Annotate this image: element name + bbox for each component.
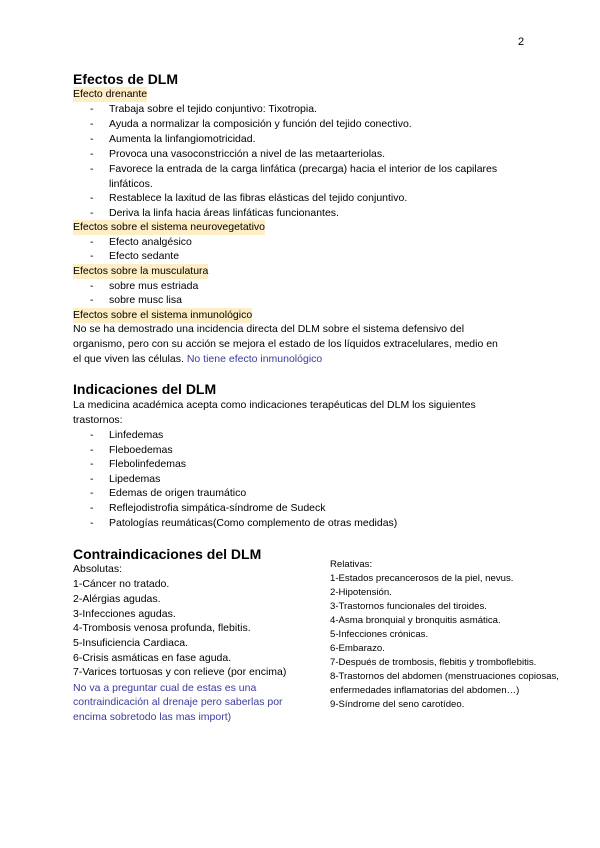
relativas-label: Relativas: — [330, 559, 373, 570]
list-item: 7-Después de trombosis, flebitis y tromboflebitis. — [330, 657, 537, 668]
list-item: 7-Varices tortuosas y con relieve (por encima) — [73, 666, 287, 678]
list-item: 8-Trastornos del abdomen (menstruaciones copiosas, — [330, 671, 559, 682]
musculatura-label: Efectos sobre la musculatura — [73, 265, 209, 277]
paragraph-line: trastornos: — [73, 414, 123, 426]
list-item: 1-Cáncer no tratado. — [73, 578, 170, 590]
efectos-title: Efectos de DLM — [73, 71, 179, 87]
note-line: contraindicación al drenaje pero saberlas por — [73, 696, 283, 708]
neurovegetativo-label: Efectos sobre el sistema neurovegetativo — [73, 221, 266, 233]
list-item: 4-Trombosis venosa profunda, flebitis. — [73, 622, 251, 634]
inmunologico-label: Efectos sobre el sistema inmunológico — [73, 309, 253, 321]
paragraph-line: el que viven las células. No tiene efecto inmunológico — [73, 353, 323, 365]
contraindicaciones-title: Contraindicaciones del DLM — [73, 546, 262, 562]
list-item: 5-Infecciones crónicas. — [330, 629, 429, 640]
list-item: 3-Infecciones agudas. — [73, 608, 176, 620]
list-item: 2-Hipotensión. — [330, 587, 392, 598]
list-item: 4-Asma bronquial y bronquitis asmática. — [330, 615, 501, 626]
absolutas-label: Absolutas: — [73, 563, 123, 575]
page-number: 2 — [518, 36, 525, 48]
paragraph-line: No se ha demostrado una incidencia directa del DLM sobre el sistema defensivo del — [73, 323, 465, 335]
list-item: 2-Alérgias agudas. — [73, 593, 161, 605]
paragraph-line: La medicina académica acepta como indicaciones terapéuticas del DLM los siguientes — [73, 399, 476, 411]
note-line: encima sobretodo las mas import) — [73, 711, 232, 723]
list-item: 6-Crisis asmáticas en fase aguda. — [73, 652, 232, 664]
indicaciones-title: Indicaciones del DLM — [73, 381, 217, 397]
list-item: 5-Insuficiencia Cardiaca. — [73, 637, 188, 649]
list-item: 9-Síndrome del seno carotídeo. — [330, 699, 465, 710]
efecto-drenante-label: Efecto drenante — [73, 88, 148, 100]
note-line: No va a preguntar cual de estas es una — [73, 682, 257, 694]
list-item: 1-Estados precancerosos de la piel, nevus. — [330, 573, 514, 584]
paragraph-line: organismo, pero con su acción se mejora el estado de los líquidos extracelulares, medio en — [73, 338, 498, 350]
list-item-continuation: enfermedades inflamatorias del abdomen…) — [330, 685, 520, 696]
inmuno-note: No tiene efecto inmunológico — [186, 353, 323, 365]
list-item: 3-Trastornos funcionales del tiroides. — [330, 601, 487, 612]
list-item: 6-Embarazo. — [330, 643, 385, 654]
